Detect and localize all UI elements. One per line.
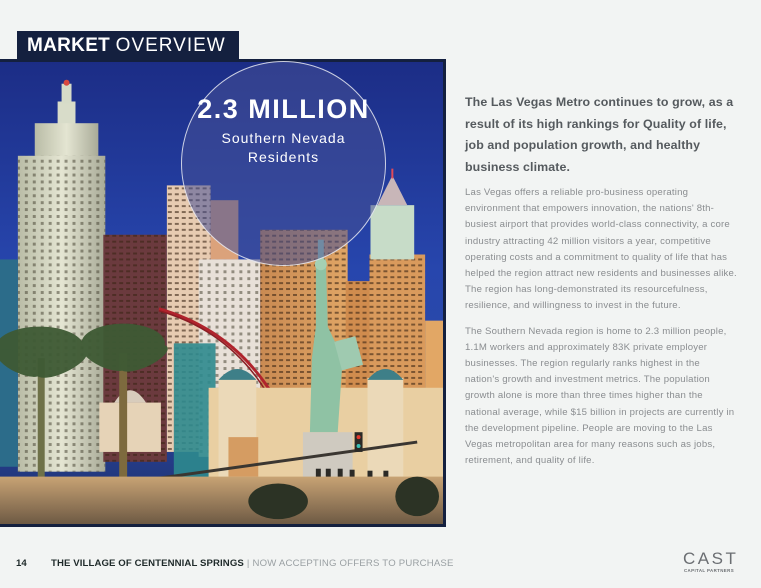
footer-tagline: NOW ACCEPTING OFFERS TO PURCHASE: [252, 558, 454, 569]
population-stat-label: [212, 129, 355, 167]
page-footer: [0, 556, 761, 572]
section-title-bold: MARKET: [27, 35, 111, 56]
body-paragraph-2: The Southern Nevada region is home to 2.3 million people, 1.1M workers and approximately 83K private employer businesses. The region regularly ranks highest in the nation's growth and investment metrics. The population growth alone is more than three times higher than the national average, while $15 billion in projects are currently in the development pipeline. People are moving to the Las Vegas metropolitan area for many reasons such as jobs, retirement, and quality of life.: [465, 325, 735, 467]
page-number: 14: [16, 558, 27, 569]
population-stat-label-line2: Residents: [247, 149, 320, 165]
logo-wordmark: CAST: [683, 549, 739, 568]
project-name: THE VILLAGE OF CENTENNIAL SPRINGS: [51, 558, 244, 569]
population-stat-value: 2.3 MILLION: [197, 94, 370, 124]
section-title-light: OVERVIEW: [115, 35, 226, 56]
cast-capital-partners-logo: [683, 549, 739, 574]
logo-subtitle: CAPITAL PARTNERS: [683, 568, 735, 573]
population-stat-label-line1: Southern Nevada: [221, 130, 346, 146]
lead-paragraph: The Las Vegas Metro continues to grow, as a result of its high rankings for Quality of life, job and population growth, and healthy business climate.: [465, 95, 734, 174]
body-paragraph-1-text: Las Vegas offers a reliable pro-business operating environment that empowers innovation, the nations' 8th-busiest airport that provides world-class connectivity, a core industry attracting 42 million visitors a year, competitive operating costs and a commitment to quality of life that has helped the region attract new residents and businesses alike.: [465, 187, 737, 280]
market-overview-content: [465, 92, 737, 469]
population-stat-circle: [181, 61, 386, 266]
body-paragraph-1b-text: The region has long-demonstrated its resourcefulness, resilience, and willingness to invest in the future.: [465, 284, 708, 312]
body-paragraph-1: [465, 185, 737, 315]
footer-project-line: [51, 556, 454, 572]
section-title-banner: [17, 31, 239, 60]
footer-separator: |: [246, 558, 250, 569]
